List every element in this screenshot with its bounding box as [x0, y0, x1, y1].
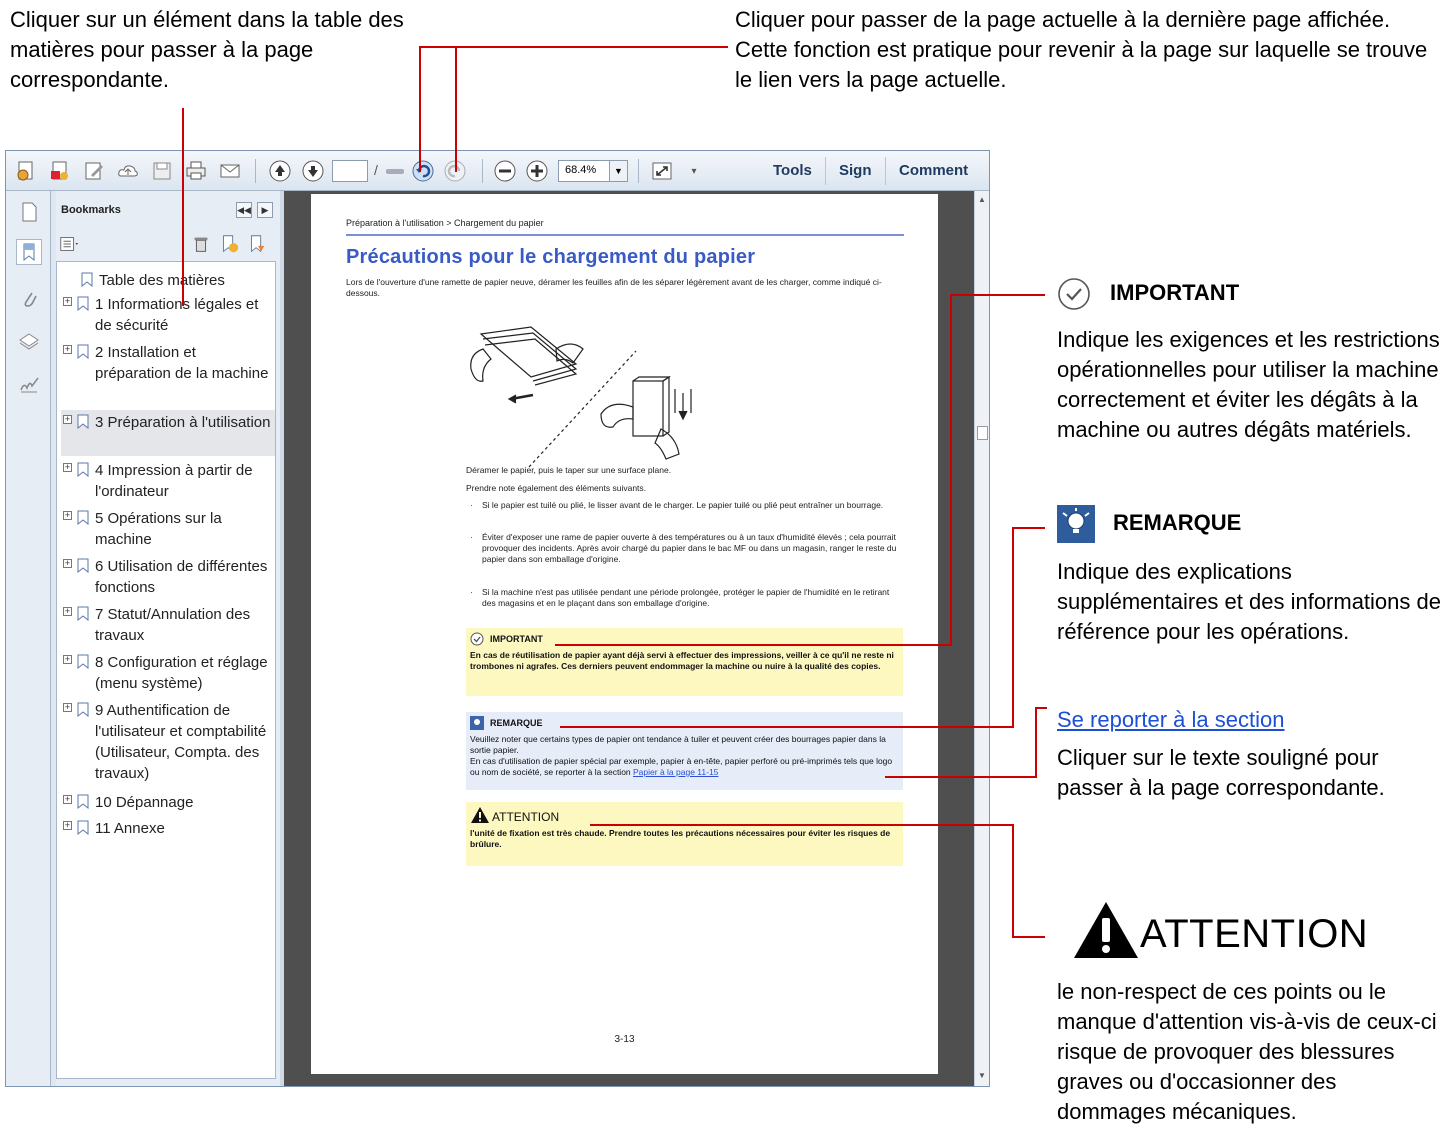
expand-icon[interactable]: + — [64, 558, 71, 568]
bookmark-item[interactable] — [61, 556, 275, 600]
bookmark-label: 2 Installation et préparation de la machine — [95, 344, 269, 382]
section-reference-link[interactable]: Se reporter à la section — [1057, 707, 1285, 732]
page-total — [386, 169, 404, 174]
bookmark-label: 9 Authentification de l'utilisateur et comptabilité (Utilisateur, Compta. des travaux) — [95, 702, 267, 782]
note-icon — [470, 716, 484, 730]
expand-icon[interactable]: + — [64, 510, 71, 520]
bookmark-item-selected[interactable] — [61, 410, 275, 456]
expand-panel-icon[interactable]: ▶ — [257, 202, 273, 218]
bullet-item: Éviter d'exposer une rame de papier ouverte à des températures ou à un taux d'humidité élevés ; cela pourrait provoquer des incidents. Après avoir chargé du papier dans le bac MF ou dans un magasin, ranger le reste du papier dans son emballage d'origine. — [482, 532, 897, 564]
previous-page-icon[interactable] — [268, 159, 292, 183]
bookmarks-icon[interactable] — [16, 239, 42, 265]
page-breadcrumb: Préparation à l'utilisation > Chargement du papier — [346, 218, 544, 228]
important-box — [466, 628, 903, 696]
vertical-scrollbar[interactable] — [974, 191, 989, 1086]
warning-icon — [1072, 900, 1140, 960]
important-box-title: IMPORTANT — [490, 634, 543, 644]
bookmark-icon — [77, 820, 89, 835]
scroll-up-icon[interactable]: ▲ — [978, 195, 986, 204]
expand-icon[interactable]: + — [64, 296, 71, 306]
link-description: Cliquer sur le texte souligné pour passer à la page correspondante. — [1057, 745, 1385, 800]
bookmark-icon — [77, 794, 89, 809]
bookmark-icon — [77, 558, 89, 573]
attention-description: le non-respect de ces points ou le manque d'attention vis-à-vis de ceux-ci risque de provoquer des blessures graves ou d'occasionner des dommages mécaniques. — [1057, 979, 1437, 1124]
bookmark-item[interactable] — [61, 270, 275, 292]
check-circle-icon — [470, 632, 484, 646]
bullet-dot: · — [470, 500, 473, 510]
bookmark-label: 1 Informations légales et de sécurité — [95, 296, 259, 334]
bookmark-label: 11 Annexe — [95, 820, 165, 837]
zoom-in-icon[interactable] — [525, 159, 549, 183]
next-page-icon[interactable] — [301, 159, 325, 183]
signatures-icon[interactable] — [16, 371, 42, 397]
next-view-icon[interactable] — [443, 159, 467, 183]
bookmark-label: 7 Statut/Annulation des travaux — [95, 606, 251, 644]
bookmark-label: 8 Configuration et réglage (menu système) — [95, 654, 268, 692]
bookmark-item[interactable] — [61, 294, 275, 338]
bookmark-icon — [77, 414, 89, 429]
scroll-thumb[interactable] — [977, 426, 988, 440]
note-text: Prendre note également des éléments suivants. — [466, 483, 647, 493]
note-icon — [1057, 505, 1095, 543]
expand-icon[interactable]: + — [64, 414, 71, 424]
bookmark-icon — [77, 606, 89, 621]
expand-bookmark-icon[interactable] — [246, 233, 268, 255]
bullet-item: Si le papier est tuilé ou plié, le lisser avant de le charger. Le papier tuilé ou plié peut entraîner un bourrage. — [482, 500, 884, 510]
bookmark-icon — [77, 296, 89, 311]
section-link[interactable]: Papier à la page 11-15 — [633, 767, 719, 777]
bookmark-tree — [56, 261, 276, 1079]
attention-box-title: ATTENTION — [492, 810, 560, 824]
page-separator: / — [374, 162, 378, 178]
bookmark-item[interactable] — [61, 342, 275, 408]
new-bookmark-icon[interactable] — [218, 233, 240, 255]
bookmark-item[interactable] — [61, 460, 275, 504]
fit-page-icon[interactable] — [650, 159, 674, 183]
attention-box-text: l'unité de fixation est très chaude. Prendre toutes les précautions nécessaires pour éviter les risques de brûlure. — [470, 828, 891, 849]
step-text: Déramer le papier, puis le taper sur une surface plane. — [466, 465, 672, 475]
expand-icon[interactable]: + — [64, 344, 71, 354]
bookmark-item[interactable] — [61, 792, 275, 814]
attention-box — [466, 802, 903, 866]
remarque-description: Indique des explications supplémentaires et des informations de référence pour les opérations. — [1057, 559, 1441, 644]
sign-button[interactable]: Sign — [839, 162, 872, 179]
bookmark-icon — [77, 702, 89, 717]
page-thumbnails-icon[interactable] — [16, 199, 42, 225]
remarque-label: REMARQUE — [1113, 510, 1242, 535]
page-number-input[interactable] — [332, 160, 368, 182]
save-icon[interactable] — [150, 159, 174, 183]
intro-text: Lors de l'ouverture d'une ramette de papier neuve, déramer les feuilles afin de les séparer légèrement avant de les charger, comme indiqué ci-dessous. — [346, 277, 882, 298]
remarque-box-text — [470, 734, 898, 778]
bullet-dot: · — [470, 587, 473, 597]
pdf-page — [311, 194, 938, 1074]
bookmark-item[interactable] — [61, 604, 275, 648]
bookmark-item[interactable] — [61, 508, 275, 552]
expand-icon[interactable]: + — [64, 794, 71, 804]
bookmark-label: 5 Opérations sur la machine — [95, 510, 222, 548]
warning-icon — [470, 806, 490, 824]
bullet-dot: · — [470, 532, 473, 542]
bullet-item: Si la machine n'est pas utilisée pendant une période prolongée, protéger le papier de l'humidité en le retirant des magasins et en le plaçant dans son emballage d'origine. — [482, 587, 890, 608]
bookmark-label: 10 Dépannage — [95, 794, 194, 811]
bookmarks-title: Bookmarks — [61, 204, 121, 216]
bookmark-label: 6 Utilisation de différentes fonctions — [95, 558, 268, 596]
bookmark-icon — [81, 272, 93, 287]
zoom-out-icon[interactable] — [493, 159, 517, 183]
bookmark-label: Table des matières — [99, 272, 225, 289]
heading-rule — [346, 234, 904, 236]
scroll-down-icon[interactable]: ▼ — [978, 1071, 986, 1080]
bookmark-icon — [77, 510, 89, 525]
bookmark-label: 3 Préparation à l'utilisation — [95, 414, 271, 431]
create-pdf-icon[interactable] — [14, 159, 38, 183]
important-box-text: En cas de réutilisation de papier ayant déjà servi à effectuer des impressions, veiller à ce qu'il ne reste ni trombones ni agrafes. Ces derniers peuvent endommager la machine ou nuire à la qualité des copies. — [470, 650, 894, 671]
important-label: IMPORTANT — [1110, 280, 1240, 305]
important-description: Indique les exigences et les restrictions opérationnelles pour utiliser la machine correctement et éviter les dégâts à la machine ou autres dégâts matériels. — [1057, 327, 1440, 442]
expand-icon[interactable]: + — [64, 606, 71, 616]
collapse-panel-icon[interactable]: ◀◀ — [236, 202, 252, 218]
zoom-value: 68.4% — [565, 164, 597, 176]
export-pdf-icon[interactable] — [48, 159, 72, 183]
paper-fanning-illustration — [461, 319, 711, 469]
comment-button[interactable]: Comment — [899, 162, 969, 179]
remarque-body: Veuillez noter que certains types de papier ont tendance à tuiler et peuvent créer des bourrages papier dans la sortie papier. En cas d'utilisation de papier spécial par exemple, papier à en-tête, papier perforé ou pré-imprimés tels que logo ou nom de société, se reporter à la section — [470, 734, 893, 777]
print-icon[interactable] — [184, 159, 208, 183]
chevron-down-icon[interactable]: ▼ — [609, 161, 627, 181]
bookmark-label: 4 Impression à partir de l'ordinateur — [95, 462, 253, 500]
expand-icon[interactable]: + — [64, 462, 71, 472]
callout-previous-view-description: Cliquer pour passer de la page actuelle à la dernière page affichée. Cette fonction est pratique pour revenir à la page sur laquelle se trouve le lien vers la page actuelle. — [735, 7, 1428, 92]
previous-view-icon[interactable] — [411, 159, 435, 183]
remarque-box — [466, 712, 903, 790]
page-heading: Précautions pour le chargement du papier — [346, 246, 756, 268]
bookmark-item[interactable] — [61, 818, 275, 840]
attention-label: ATTENTION — [1140, 912, 1369, 956]
bookmark-icon — [77, 462, 89, 477]
toolbar — [6, 151, 989, 191]
zoom-select[interactable] — [558, 160, 628, 182]
edit-pdf-icon[interactable] — [82, 159, 106, 183]
expand-icon[interactable]: + — [64, 702, 71, 712]
upload-cloud-icon[interactable] — [116, 159, 140, 183]
bookmarks-panel — [56, 191, 280, 1086]
remarque-box-title: REMARQUE — [490, 718, 543, 728]
check-circle-icon — [1057, 277, 1091, 311]
navigation-pane-bar — [6, 191, 51, 1086]
page-number: 3-13 — [614, 1034, 635, 1045]
options-menu-icon[interactable] — [58, 233, 80, 255]
callout-toc-description: Cliquer sur un élément dans la table des matières pour passer à la page correspondante. — [10, 7, 404, 92]
pdf-viewer-window — [5, 150, 990, 1087]
email-icon[interactable] — [218, 159, 242, 183]
bookmark-item[interactable] — [61, 700, 275, 788]
expand-icon[interactable]: + — [64, 654, 71, 664]
bookmark-icon — [77, 654, 89, 669]
tools-button[interactable]: Tools — [773, 162, 812, 179]
bookmark-icon — [77, 344, 89, 359]
layers-icon[interactable] — [16, 328, 42, 354]
expand-icon[interactable]: + — [64, 820, 71, 830]
bookmark-item[interactable] — [61, 652, 275, 696]
attachments-icon[interactable] — [16, 286, 42, 312]
delete-bookmark-icon[interactable] — [190, 233, 212, 255]
more-tools-icon[interactable]: ▾ — [691, 165, 697, 177]
